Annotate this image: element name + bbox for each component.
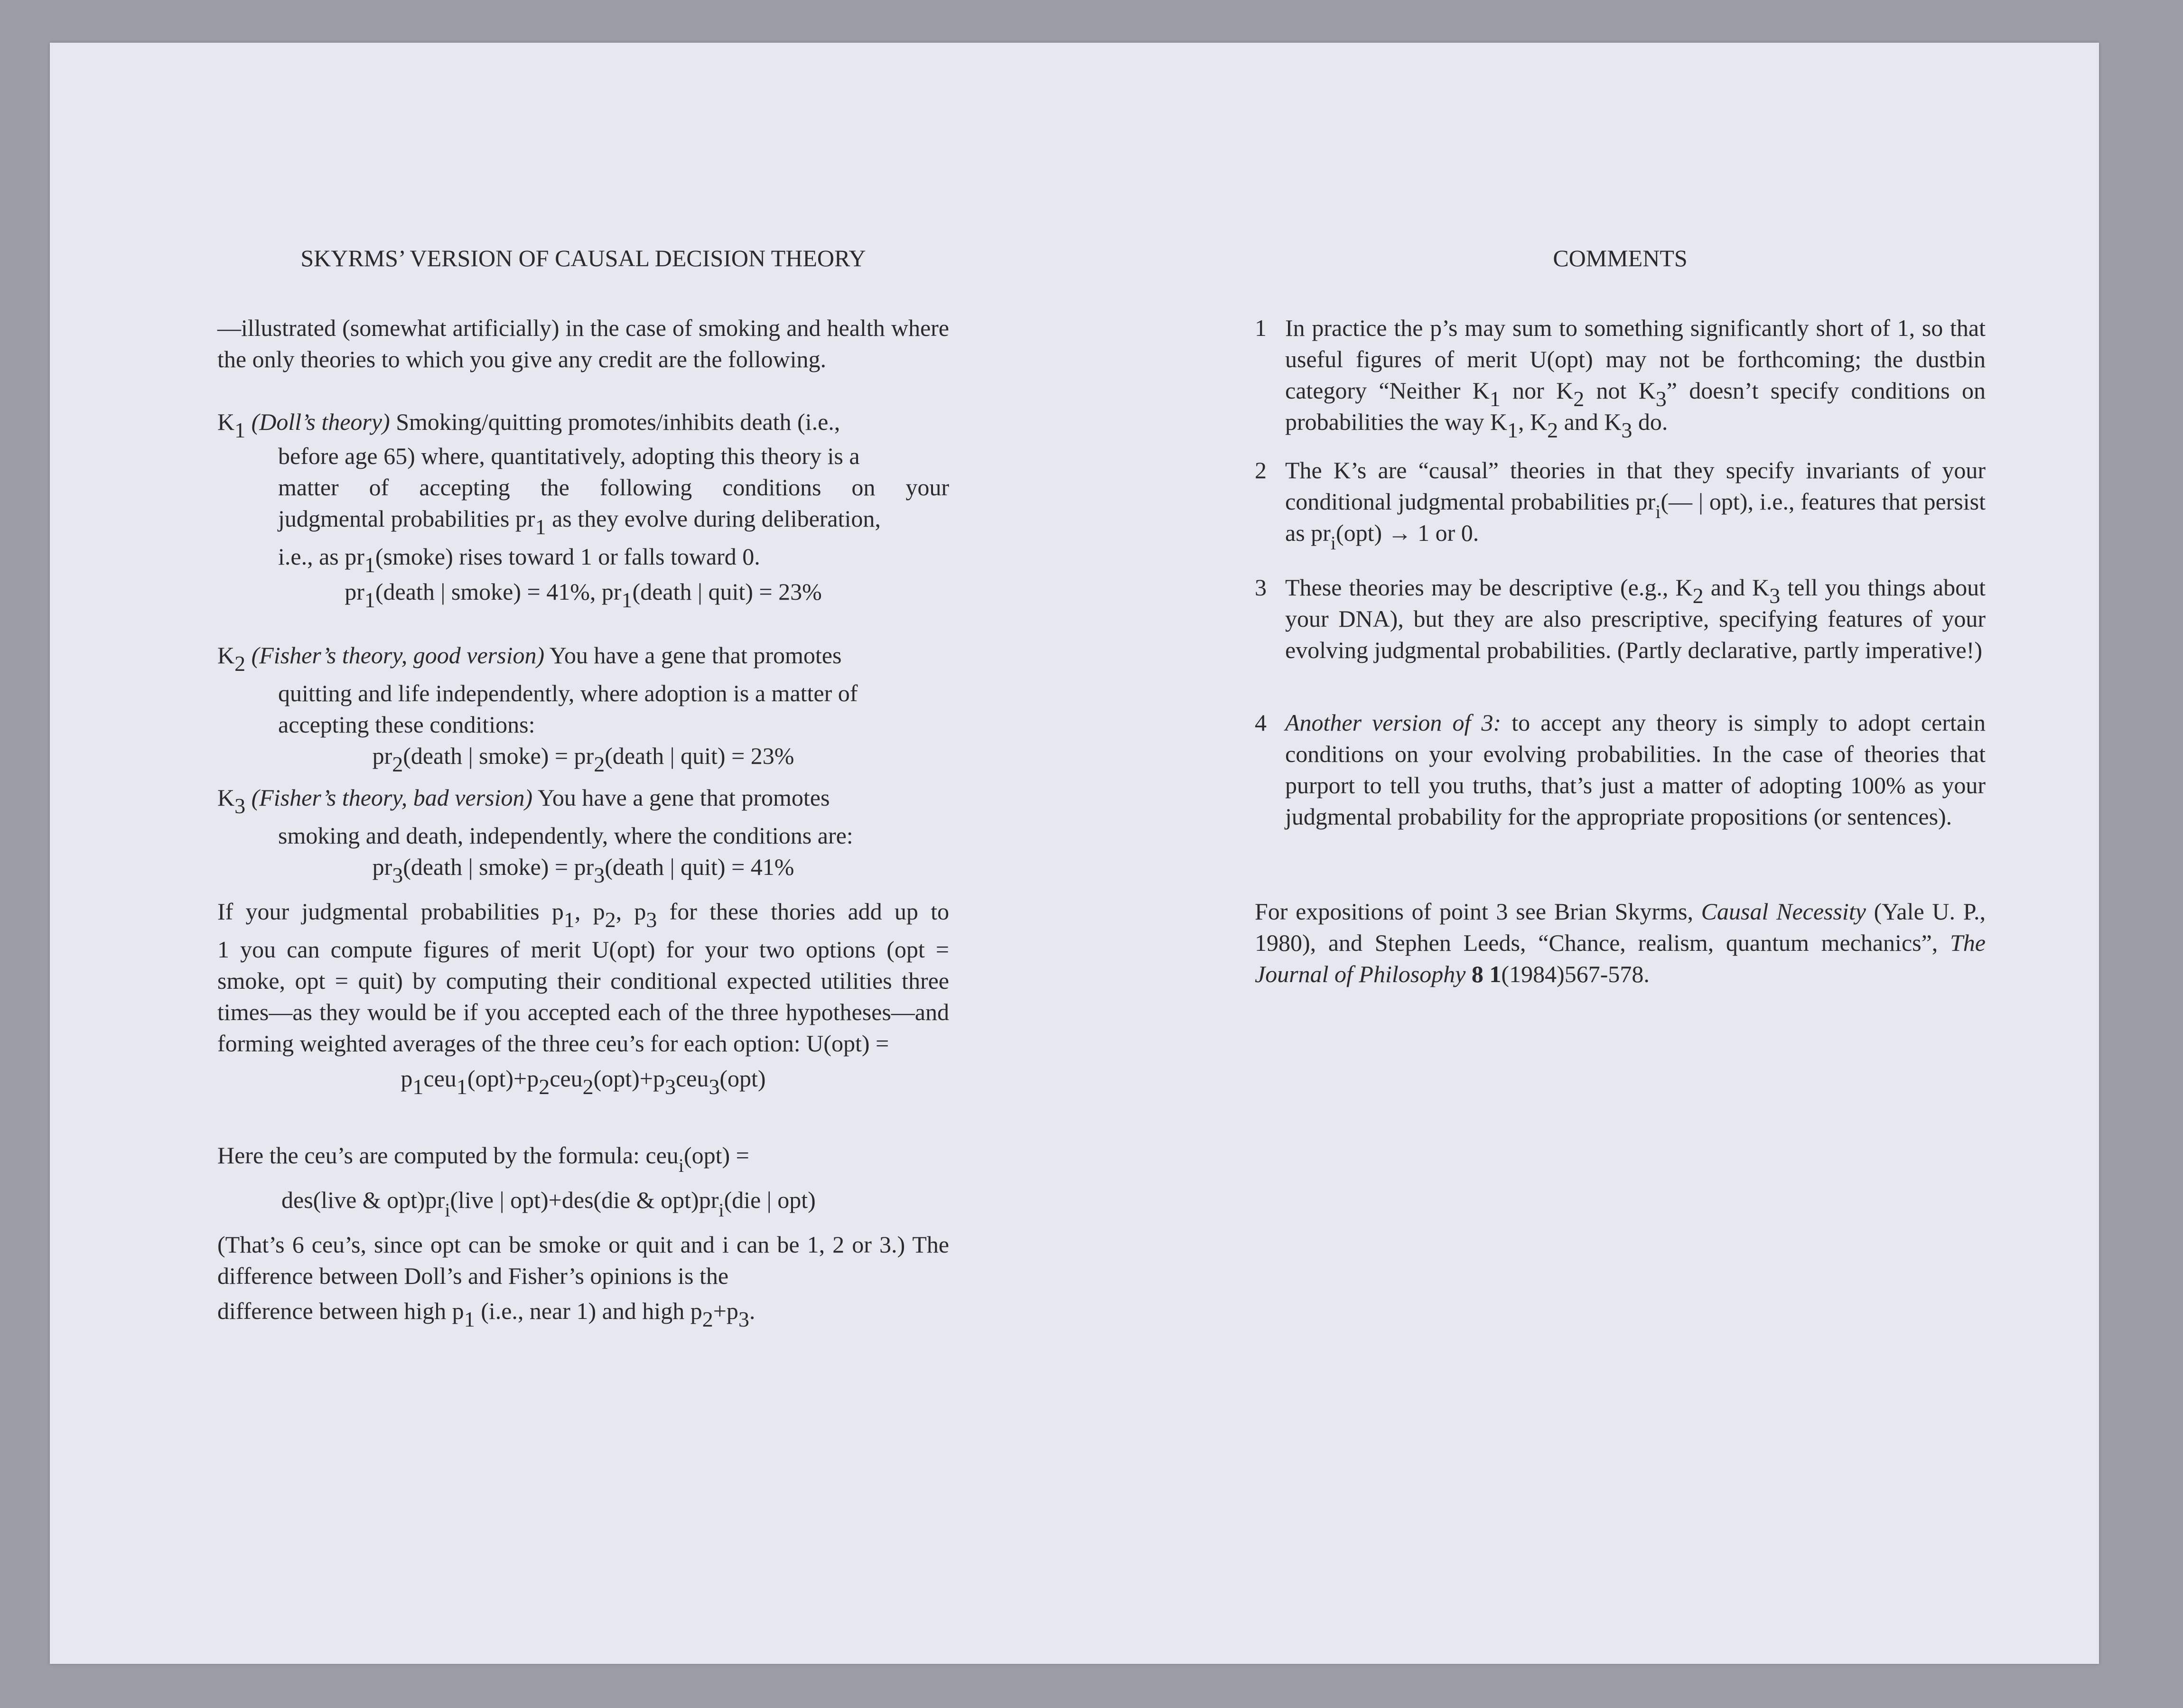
comment-text: These theories may be descriptive (e.g., $K_2$ and $K_3$ tell you things about your DNA), but they are also prescriptive, specifying features of your evolving judgmental probabilities. (Partly declarative, partly imperative!) xyxy=(1285,574,1986,663)
ceu-formula: des(live & $opt)pr_i(live$ | opt)+des(die & $opt)pr_i(die$ | opt) xyxy=(281,1187,816,1221)
comment-number: 1 xyxy=(1255,315,1267,341)
comment-text: Another version of 3: to accept any theory is simply to adopt certain conditions on your evolving probabilities. In the case of theories that purport to tell you truths, that’s just a matter of adopting 100% as your judgmental probability for the appropriate propositions (or sentences). xyxy=(1285,709,1986,830)
k2-line-3: accepting these conditions: xyxy=(278,711,535,738)
journal-title: The Journal of Philosophy xyxy=(1255,929,1986,987)
closing-body: (That’s 6 ceu’s, since opt can be smoke or quit and i can be 1, 2 or 3.) The difference between Doll’s and Fisher’s opinions is the xyxy=(217,1231,949,1289)
reference-text: For expositions of point 3 see Brian Skyrms, Causal Necessity (Yale U. P., 1980), and Stephen Leeds, “Chance, realism, quantum mechanics”, The Journal of Philosophy 8 1(1984)567-578. xyxy=(1255,898,1986,987)
k2-name: (Fisher’s theory, good version) xyxy=(251,642,545,668)
k2-formula: $pr_2(death$ | smoke) = $pr_2(death$ | quit) = 23% xyxy=(372,743,794,776)
comment-item xyxy=(1255,707,1986,832)
book-title: Causal Necessity xyxy=(1701,898,1866,925)
comment-item xyxy=(1255,455,1986,554)
left-page-title: SKYRMS’ VERSION OF CAUSAL DECISION THEORY xyxy=(300,245,866,271)
k3-label: $K_3$ xyxy=(217,784,246,818)
theory-k3 xyxy=(217,782,949,887)
k3-first-line: $K_3$ (Fisher’s theory, bad version) You have a gene that promotes xyxy=(217,784,830,818)
k1-line-4: judgmental probabilities $pr_1$ as they evolve during deliberation, xyxy=(278,505,881,539)
theory-k1 xyxy=(217,406,949,612)
utility-first-line: If your judgmental probabilities $p_1$, $p_2$, $p_3$ for these thories add up to xyxy=(217,898,950,932)
comment-item xyxy=(1255,312,1986,442)
k3-formula: $pr_3(death$ | smoke) = $pr_3(death$ | quit) = 41% xyxy=(372,854,794,887)
theory-k2 xyxy=(217,640,949,776)
right-page-title: COMMENTS xyxy=(1553,245,1688,271)
k3-name: (Fisher’s theory, bad version) xyxy=(251,784,533,811)
ceu-intro: Here the ceu’s are computed by the formula: ceu$_i$(opt) = xyxy=(217,1142,749,1176)
journal-volume: 8 1 xyxy=(1465,961,1502,987)
comment-number: 2 xyxy=(1255,457,1267,483)
comment-number: 4 xyxy=(1255,709,1267,736)
k1-label: $K_1$ xyxy=(217,408,246,442)
comment-item xyxy=(1255,572,1986,666)
k2-line-2: quitting and life independently, where adoption is a matter of xyxy=(278,680,858,706)
utility-body: 1 you can compute figures of merit U(opt) for your two options (opt = smoke, opt = quit) by computing their conditional expected utilities three times—as they would be if you accepted each of the three hypotheses—and forming weighted averages of the three ceu’s for each option: U(opt) = xyxy=(217,936,949,1057)
k1-name: (Doll’s theory) xyxy=(251,408,390,435)
comment-text: In practice the p’s may sum to something significantly short of 1, so that useful figures of merit U(opt) may not be forthcoming; the dustbin category “Neither $K_1$ nor $K_2$ not $K_3$” doesn’t specify conditions on probabilities the way $K_1$, $K_2$ and $K_3$ do. xyxy=(1285,315,1986,442)
k3-line-2: smoking and death, independently, where the conditions are: xyxy=(278,822,853,849)
k1-line-3: matter of accepting the following conditions on your xyxy=(278,474,949,501)
k1-first-line: $K_1$ (Doll’s theory) Smoking/quitting promotes/inhibits death (i.e., xyxy=(217,408,840,442)
k1-line-5: i.e., as $pr_1(smoke)$ rises toward 1 or falls toward 0. xyxy=(278,543,760,577)
comment-text: The K’s are “causal” theories in that they specify invariants of your conditional judgmental probabilities $pr_i(—$ | opt), i.e., features that persist as $pr_i(opt) \to 1$ or 0. xyxy=(1285,457,1986,554)
k1-formula: $pr_1(death$ | smoke) = 41%, $pr_1(death$ | quit) = 23% xyxy=(345,578,822,612)
closing-last-line: difference between high $p_1$ (i.e., near 1) and high $p_2+p_3$. xyxy=(217,1298,756,1331)
intro-paragraph: —illustrated (somewhat artificially) in the case of smoking and health where the only theories to which you give any credit are the following. xyxy=(217,315,949,372)
closing-paragraph xyxy=(217,1229,949,1331)
comment-number: 3 xyxy=(1255,574,1267,601)
k2-first-line: $K_2$ (Fisher’s theory, good version) You have a gene that promotes xyxy=(217,642,842,676)
utility-paragraph xyxy=(217,896,950,1099)
reference-paragraph xyxy=(1255,896,1986,990)
k1-line-2: before age 65) where, quantitatively, adopting this theory is a xyxy=(278,443,860,469)
k2-label: $K_2$ xyxy=(217,642,246,676)
utility-formula: $p_1ceu_1(opt)+p_2ceu_2(opt)+p_3ceu_3(opt)$ xyxy=(401,1065,766,1099)
ceu-paragraph xyxy=(217,1140,949,1221)
